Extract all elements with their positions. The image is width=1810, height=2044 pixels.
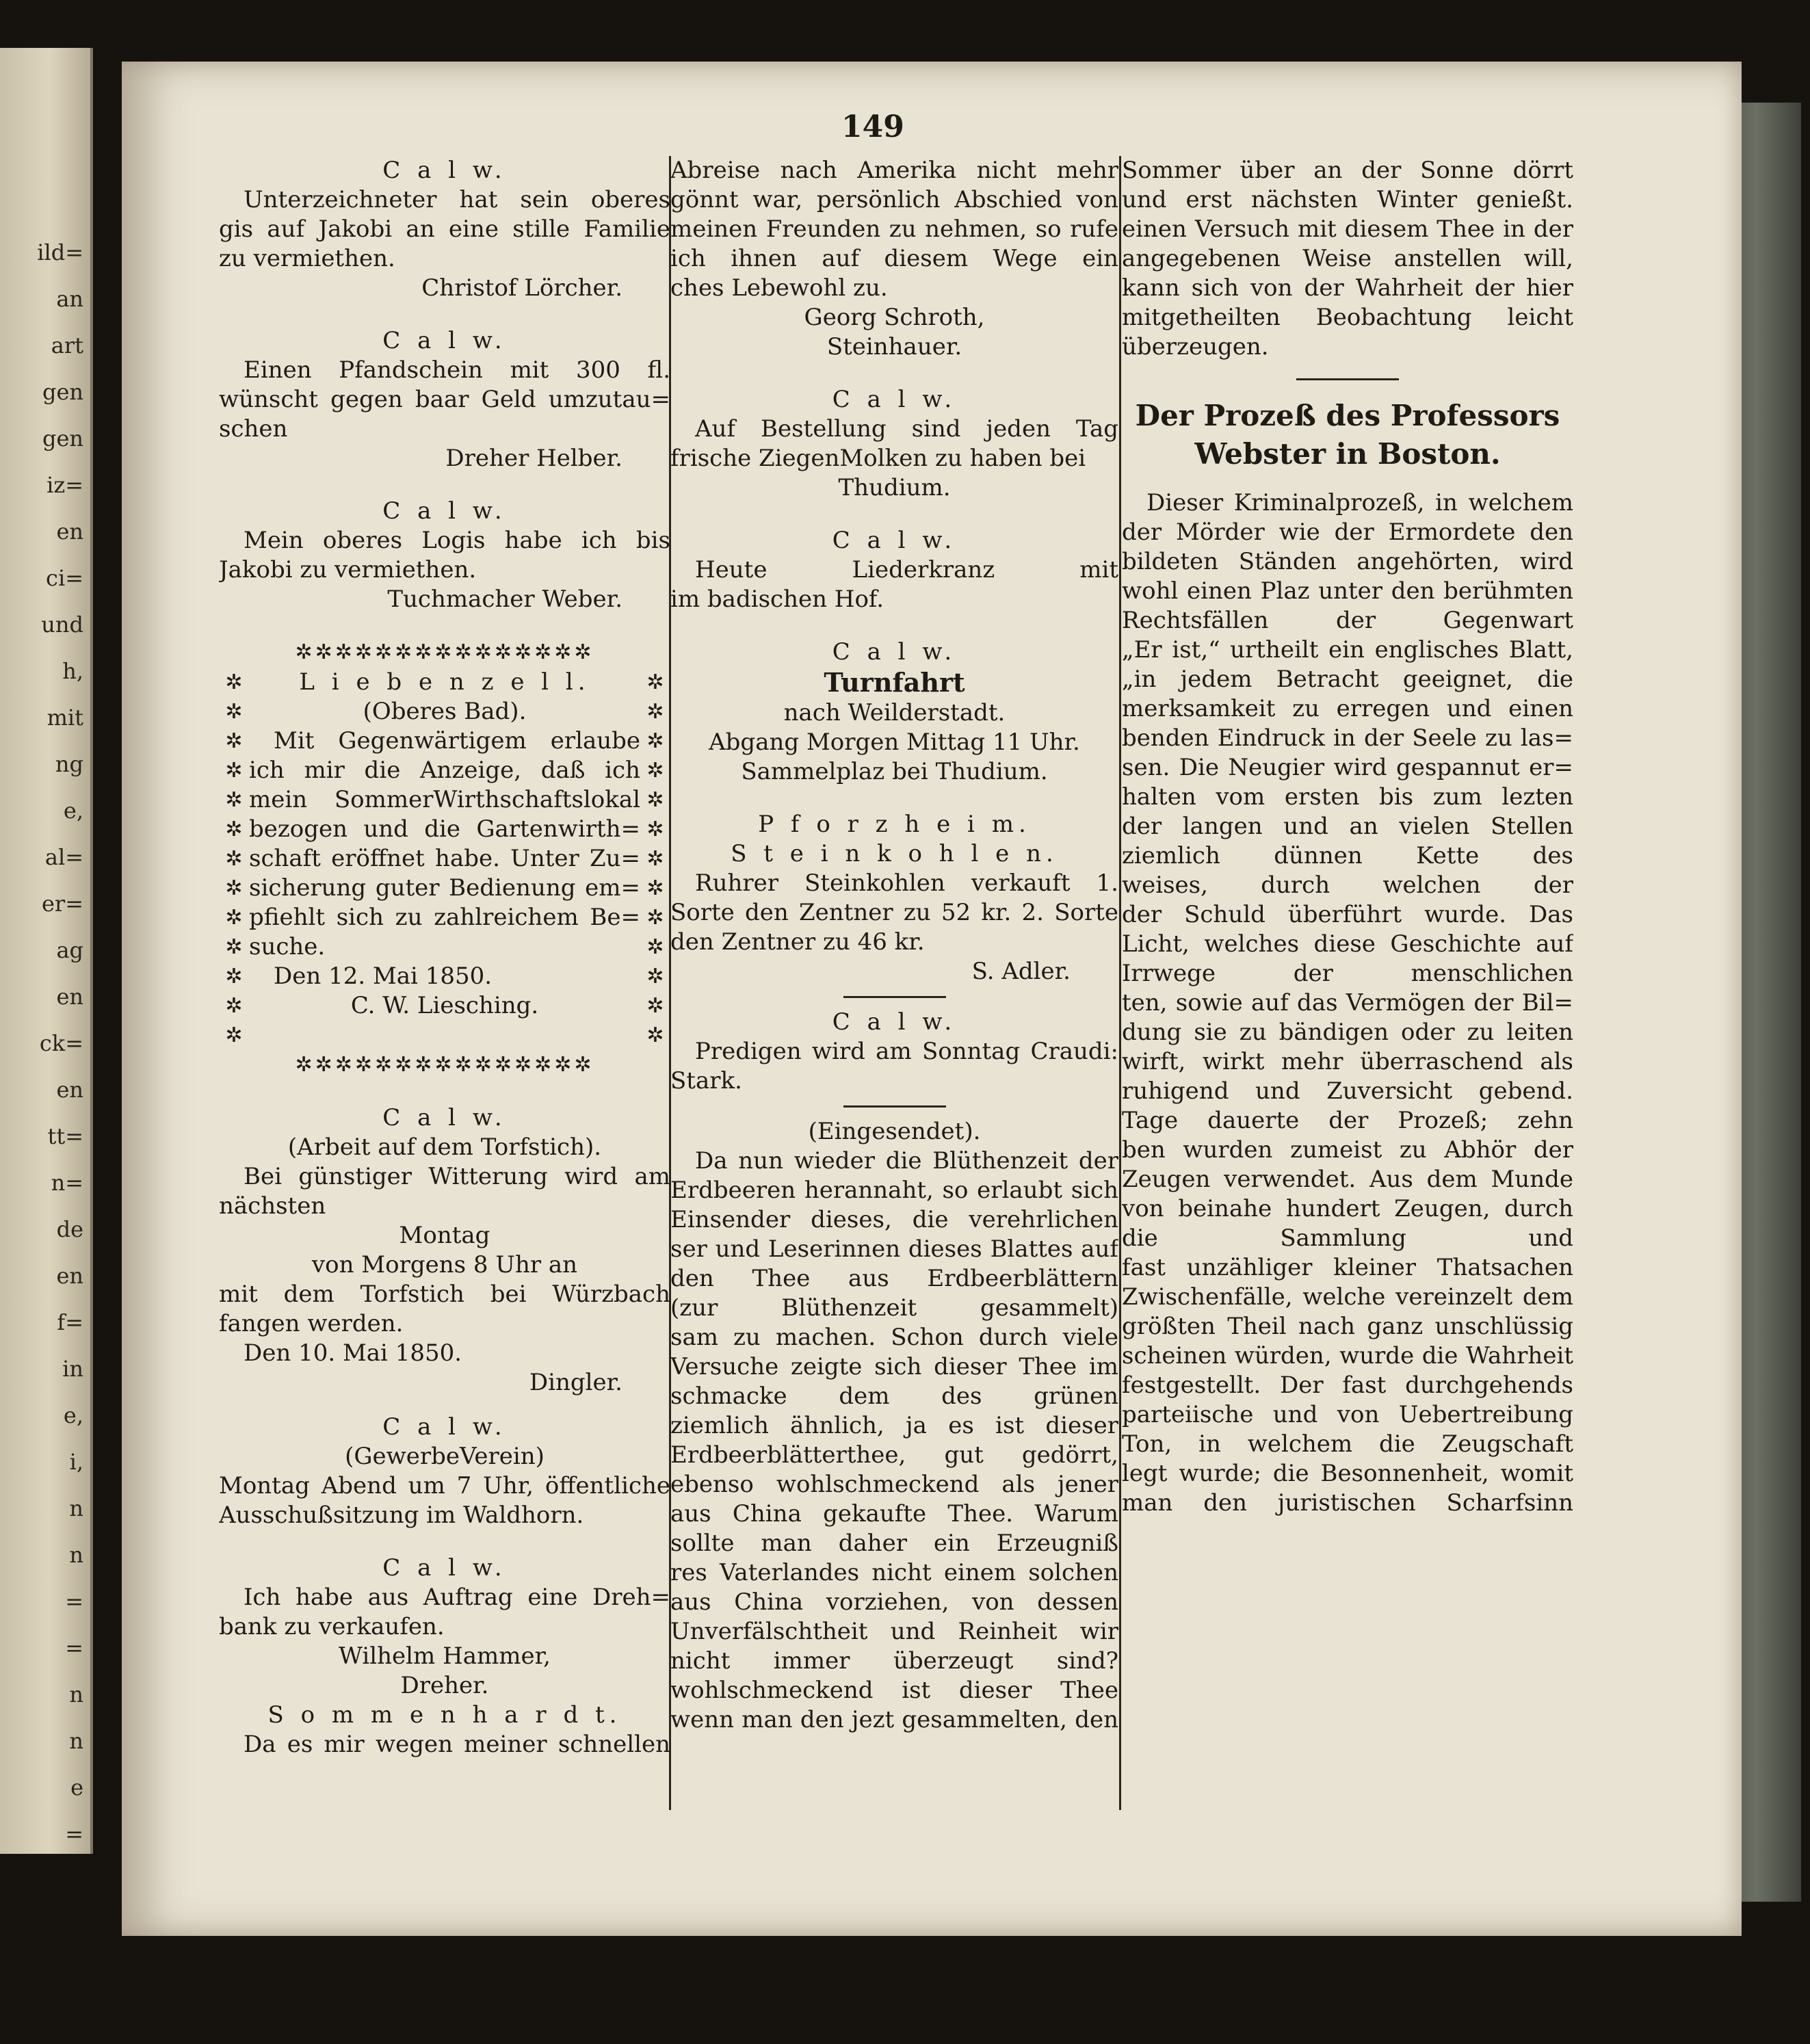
left-page-fragment: ng (55, 751, 83, 777)
star-ornament: ✲ (225, 994, 243, 1018)
ad-calw-predigt (670, 1008, 1118, 1096)
left-page-fragment: n (69, 1495, 83, 1521)
article-line: wenn man den jezt gesammelten, den (670, 1706, 1118, 1733)
ad-line: von Morgens 8 Uhr an (311, 1251, 578, 1279)
ad-line: schaft eröffnet habe. Unter Zu= (249, 845, 640, 872)
article-line: wohlschmeckend ist dieser Thee (670, 1677, 1118, 1704)
article-line: wirft, wirkt mehr überraschend als (1122, 1048, 1573, 1075)
ad-line: Montag (399, 1222, 490, 1249)
star-ornament: ✲ (225, 876, 243, 900)
ad-line: mein SommerWirthschaftslokal (249, 786, 640, 813)
left-page-fragment: tt= (47, 1123, 83, 1149)
star-border-top: ✲✲✲✲✲✲✲✲✲✲✲✲✲✲✲ (295, 640, 594, 664)
article-line: ruhigend und Zuversicht gebend. (1122, 1077, 1573, 1105)
star-ornament: ✲ (646, 729, 664, 753)
ad-line: Predigen wird am Sonntag Craudi: (695, 1038, 1118, 1065)
ad-line: Da es mir wegen meiner schnellen (244, 1731, 670, 1758)
ad-continuation (670, 156, 1118, 362)
ad-liebenzell-framed (219, 638, 670, 1080)
article-line: Erdbeerblätterthee, gut gedörrt, (670, 1441, 1118, 1469)
star-ornament: ✲ (225, 788, 243, 812)
ad-signature: Dingler. (529, 1369, 622, 1396)
left-page-fragment: gen (42, 425, 83, 451)
left-page-fragment: iz= (47, 472, 83, 498)
ad-heading: C a l w. (832, 638, 957, 666)
ad-heading: C a l w. (382, 1104, 507, 1131)
ad-line: frische ZiegenMolken zu haben bei (670, 445, 1086, 472)
ad-line: Abgang Morgen Mittag 11 Uhr. (709, 729, 1080, 756)
ad-signature: Christof Lörcher. (421, 274, 622, 302)
left-page-fragment: er= (41, 891, 83, 917)
ad-heading: L i e b e n z e l l. (299, 668, 590, 696)
ad-pforzheim (670, 810, 1118, 986)
ad-signature: Georg Schroth, (804, 304, 985, 331)
ad-calw-molken (670, 385, 1118, 503)
ad-signature: Dreher. (400, 1672, 489, 1699)
article-line: festgestellt. Der fast durchgehends (1122, 1372, 1573, 1399)
ad-subheading: S t e i n k o h l e n. (731, 840, 1058, 867)
ad-heading: S o m m e n h a r d t. (267, 1701, 622, 1729)
ad-heading: C a l w. (382, 1554, 507, 1582)
left-page-fragment: i, (69, 1449, 83, 1475)
article-line: man den juristischen Scharfsinn (1122, 1489, 1573, 1517)
ad-line: fangen werden. (219, 1310, 404, 1337)
article-line: nicht immer überzeugt sind? (670, 1647, 1118, 1675)
star-ornament: ✲ (225, 670, 243, 694)
article-line: Einsender dieses, die verehrlichen (670, 1206, 1118, 1233)
article-line: sam zu machen. Schon durch viele (670, 1324, 1118, 1351)
left-page-fragment: h, (62, 658, 83, 684)
article-line: größten Theil nach ganz unschlüssig (1122, 1313, 1573, 1340)
left-page-fragment: en (56, 1263, 83, 1289)
ad-line: mit dem Torfstich bei Würzbach (219, 1281, 670, 1308)
column-2 (670, 156, 1118, 1735)
left-page-fragment: en (56, 984, 83, 1010)
ad-subheading: (Arbeit auf dem Torfstich). (287, 1134, 602, 1161)
left-page-fragment: ild= (37, 239, 83, 265)
star-ornament: ✲ (225, 906, 243, 930)
article-line: res Vaterlandes nicht einem solchen (670, 1559, 1118, 1586)
left-page-fragment: en (56, 519, 83, 545)
left-page-fragment: e (70, 1774, 83, 1800)
article-continuation (1122, 156, 1573, 362)
ad-line: ich mir die Anzeige, daß ich (249, 757, 640, 784)
article-line: und erst nächsten Winter genießt. (1122, 186, 1573, 213)
article-line: angegebenen Weise anstellen will, (1122, 245, 1573, 272)
ad-calw-liederkranz (670, 526, 1118, 614)
article-line: einen Versuch mit diesem Thee in der (1122, 215, 1573, 243)
article-line: Versuche zeigte sich dieser Thee im (670, 1353, 1118, 1380)
ad-line: zu vermiethen. (219, 245, 395, 272)
star-ornament: ✲ (646, 670, 664, 694)
ad-calw-turnfahrt (670, 638, 1118, 787)
ad-line: Sorte den Zentner zu 52 kr. 2. Sorte (670, 899, 1118, 926)
star-ornament: ✲ (225, 935, 243, 959)
star-ornament: ✲ (646, 876, 664, 900)
left-page-fragment: und (41, 612, 83, 638)
star-ornament: ✲ (646, 994, 664, 1018)
ad-line: bank zu verkaufen. (219, 1613, 445, 1640)
ad-heading: C a l w. (382, 1413, 507, 1441)
ad-heading: C a l w. (382, 497, 507, 525)
ad-line: gönnt war, persönlich Abschied von (670, 186, 1118, 213)
ad-line: Auf Bestellung sind jeden Tag (695, 415, 1118, 443)
article-line: Licht, welches diese Geschichte auf (1122, 930, 1573, 958)
star-ornament: ✲ (646, 1023, 664, 1047)
left-page-fragment: n (69, 1681, 83, 1707)
ad-line: pfiehlt sich zu zahlreichem Be= (249, 904, 640, 931)
article-eingesendet (670, 1117, 1118, 1735)
ad-heading: C a l w. (832, 1008, 957, 1036)
divider (843, 1105, 946, 1108)
article-line: benden Eindruck in der Seele zu las= (1122, 724, 1573, 752)
star-border-bottom: ✲✲✲✲✲✲✲✲✲✲✲✲✲✲✲ (295, 1053, 594, 1077)
left-page-fragment: al= (44, 844, 83, 870)
left-page-fragment: ci= (46, 565, 83, 591)
ad-line: ich ihnen auf diesem Wege ein (670, 245, 1118, 272)
ad-subheading: (Oberes Bad). (363, 698, 527, 725)
article-title: Webster in Boston. (1194, 437, 1501, 471)
ad-line: Ruhrer Steinkohlen verkauft 1. (695, 869, 1118, 897)
ad-line: gis auf Jakobi an eine stille Familie (219, 215, 670, 243)
ad-date: Den 12. Mai 1850. (274, 962, 493, 990)
left-page-fragment: n= (51, 1170, 83, 1196)
article-line: Sommer über an der Sonne dörrt (1122, 157, 1573, 184)
ad-line: suche. (249, 933, 326, 960)
left-page-fragment: e, (63, 1402, 83, 1428)
star-ornament: ✲ (646, 817, 664, 841)
article-line: schmacke dem des grünen (670, 1383, 1118, 1410)
left-page-fragment: = (65, 1821, 83, 1847)
left-page-edge (0, 48, 93, 1854)
star-ornament: ✲ (225, 1023, 243, 1047)
column-1 (219, 156, 670, 1759)
article-line: sen. Die Neugier wird gespannut er= (1122, 754, 1573, 781)
article-line: aus China vorziehen, von dessen (670, 1588, 1118, 1616)
left-page-fragment: in (62, 1356, 83, 1382)
article-line: weises, durch welchen der (1122, 872, 1573, 899)
ad-line: Jakobi zu vermiethen. (219, 556, 477, 584)
star-ornament: ✲ (646, 965, 664, 988)
ad-line: Abreise nach Amerika nicht mehr (670, 157, 1118, 184)
ad-calw-drehbank (219, 1554, 670, 1701)
article-line: von beinahe hundert Zeugen, durch (1122, 1195, 1573, 1222)
left-page-fragment: de (56, 1216, 83, 1242)
article-line: Zwischenfälle, welche vereinzelt dem (1122, 1283, 1573, 1311)
ad-heading: C a l w. (832, 527, 957, 554)
ad-date: Den 10. Mai 1850. (244, 1339, 462, 1367)
ad-line: Mein oberes Logis habe ich bis (244, 527, 670, 554)
article-line: der Schuld überführt wurde. Das (1122, 901, 1573, 928)
star-ornament: ✲ (225, 847, 243, 871)
ad-line: Heute Liederkranz mit (695, 556, 1118, 584)
ad-heading: C a l w. (382, 157, 507, 184)
star-border-right (640, 668, 670, 1050)
left-page-fragment: n (69, 1542, 83, 1568)
article-line: die Sammlung und (1122, 1224, 1573, 1252)
ad-heading: C a l w. (832, 386, 957, 413)
star-ornament: ✲ (225, 965, 243, 988)
article-line: mitgetheilten Beobachtung leicht (1122, 304, 1573, 331)
ad-signature: Steinhauer. (826, 333, 962, 361)
ad-calw-gewerbeverein (219, 1413, 670, 1530)
article-line: fast unzähliger kleiner Thatsachen (1122, 1254, 1573, 1281)
ad-line: ches Lebewohl zu. (670, 274, 888, 302)
article-line: ser und Leserinnen dieses Blattes auf (670, 1235, 1118, 1263)
article-line: kann sich von der Wahrheit der hier (1122, 274, 1573, 302)
star-ornament: ✲ (646, 759, 664, 783)
star-ornament: ✲ (225, 729, 243, 753)
ad-line: Sammelplaz bei Thudium. (741, 758, 1048, 785)
article-body (1122, 488, 1573, 1518)
article-line: dung sie zu bändigen oder zu leiten (1122, 1019, 1573, 1046)
divider (843, 996, 946, 998)
ad-title: Turnfahrt (824, 667, 965, 698)
ad-signature: Thudium. (838, 474, 951, 501)
ad-line: nächsten (219, 1192, 326, 1220)
left-page-fragment: = (65, 1635, 83, 1661)
article-line: scheinen würden, wurde die Wahrheit (1122, 1342, 1573, 1370)
article-line: halten vom ersten bis zum lezten (1122, 783, 1573, 811)
column-3 (1122, 156, 1573, 1518)
article-line: (zur Blüthenzeit gesammelt) (670, 1294, 1118, 1322)
ad-calw-1 (219, 156, 670, 303)
ad-signature: Dreher Helber. (445, 445, 622, 472)
article-line: ten, sowie auf das Vermögen der Bil= (1122, 989, 1573, 1017)
ad-subheading: (GewerbeVerein) (345, 1443, 545, 1470)
ad-line: sicherung guter Bedienung em= (249, 874, 640, 902)
ad-calw-3 (219, 497, 670, 614)
divider (1296, 378, 1399, 380)
ad-line: Stark. (670, 1067, 742, 1095)
left-page-fragment: art (51, 332, 83, 358)
article-title: Der Prozeß des Professors (1135, 399, 1560, 432)
left-page-fragment: = (65, 1588, 83, 1614)
article-line: parteiische und von Uebertreibung (1122, 1401, 1573, 1428)
ad-line: Mit Gegenwärtigem erlaube (274, 727, 640, 755)
article-line: Erdbeeren herannaht, so erlaubt sich (670, 1177, 1118, 1204)
star-ornament: ✲ (646, 847, 664, 871)
article-line: ziemlich ähnlich, ja es ist dieser (670, 1412, 1118, 1439)
article-line: den Thee aus Erdbeerblättern (670, 1265, 1118, 1292)
ad-signature: C. W. Liesching. (350, 992, 539, 1019)
star-ornament: ✲ (646, 788, 664, 812)
star-ornament: ✲ (225, 700, 243, 724)
star-ornament: ✲ (646, 906, 664, 930)
ad-calw-2 (219, 326, 670, 473)
star-ornament: ✲ (225, 759, 243, 783)
article-line: Tage dauerte der Prozeß; zehn (1122, 1107, 1573, 1134)
article-line: überzeugen. (1122, 333, 1269, 361)
ad-line: Ich habe aus Auftrag eine Dreh= (244, 1584, 670, 1611)
article-line: bildeten Ständen angehörten, wird (1122, 548, 1573, 575)
ad-sommenhardt (219, 1701, 670, 1759)
article-line: ziemlich dünnen Kette des (1122, 842, 1573, 869)
article-line: „in jedem Betracht geeignet, die (1122, 666, 1573, 693)
left-page-fragment: n (69, 1728, 83, 1754)
article-line: Ton, in welchem die Zeugschaft (1122, 1430, 1573, 1458)
article-line: der Mörder wie der Ermordete den (1122, 519, 1573, 546)
left-page-fragment: ag (56, 937, 83, 963)
ad-heading: C a l w. (382, 327, 507, 354)
ad-line: bezogen und die Gartenwirth= (249, 815, 640, 843)
article-line: „Er ist,“ urtheilt ein englisches Blatt, (1122, 636, 1573, 664)
page-number: 149 (841, 109, 904, 144)
ad-signature: Tuchmacher Weber. (387, 586, 622, 613)
ad-signature: Wilhelm Hammer, (339, 1642, 551, 1670)
ad-line: im badischen Hof. (670, 586, 884, 613)
article-line: Rechtsfällen der Gegenwart (1122, 607, 1573, 634)
ad-line: nach Weilderstadt. (783, 699, 1006, 726)
article-line: Da nun wieder die Blüthenzeit der (695, 1147, 1118, 1175)
article-line: der langen und an vielen Stellen (1122, 813, 1573, 840)
article-line: Zeugen verwendet. Aus dem Munde (1122, 1166, 1573, 1193)
ad-calw-torfstich (219, 1103, 670, 1398)
article-line: legt wurde; die Besonnenheit, womit (1122, 1460, 1573, 1487)
article-line: aus China gekaufte Thee. Warum (670, 1500, 1118, 1528)
column-rule-2 (1119, 156, 1121, 1810)
article-line: Irrwege der menschlichen (1122, 960, 1573, 987)
left-page-fragment: gen (42, 379, 83, 405)
ad-line: Bei günstiger Witterung wird am (244, 1163, 670, 1190)
star-border-left (219, 668, 249, 1050)
ad-line: Ausschußsitzung im Waldhorn. (219, 1502, 584, 1529)
article-line: merksamkeit zu erregen und einen (1122, 695, 1573, 722)
left-page-fragment: f= (57, 1309, 83, 1335)
article-line: Unverfälschtheit und Reinheit wir (670, 1618, 1118, 1645)
left-page-fragment: en (56, 1077, 83, 1103)
ad-line: schen (219, 415, 288, 443)
article-line: sollte man daher ein Erzeugniß (670, 1530, 1118, 1557)
ad-line: Einen Pfandschein mit 300 fl. (244, 356, 670, 384)
star-ornament: ✲ (225, 817, 243, 841)
star-ornament: ✲ (646, 935, 664, 959)
article-heading: (Eingesendet). (808, 1118, 981, 1145)
article-line: Dieser Kriminalprozeß, in welchem (1146, 489, 1573, 516)
left-page-fragment: e, (63, 798, 83, 824)
ad-line: Montag Abend um 7 Uhr, öffentliche (219, 1472, 670, 1499)
article-line: ebenso wohlschmeckend als jener (670, 1471, 1118, 1498)
article-line: wohl einen Plaz unter den berühmten (1122, 577, 1573, 605)
ad-signature: S. Adler. (971, 958, 1071, 985)
article-line: ben wurden zumeist zu Abhör der (1122, 1136, 1573, 1164)
left-page-fragment: ck= (39, 1030, 83, 1056)
ad-heading: P f o r z h e i m. (758, 811, 1031, 838)
ad-line: wünscht gegen baar Geld umzutau= (219, 386, 670, 413)
left-page-fragment: an (56, 286, 83, 312)
ad-line: meinen Freunden zu nehmen, so rufe (670, 215, 1118, 243)
left-page-fragment: mit (47, 705, 83, 731)
star-ornament: ✲ (646, 700, 664, 724)
ad-line: den Zentner zu 46 kr. (670, 928, 925, 956)
ad-line: Unterzeichneter hat sein oberes (244, 186, 670, 213)
